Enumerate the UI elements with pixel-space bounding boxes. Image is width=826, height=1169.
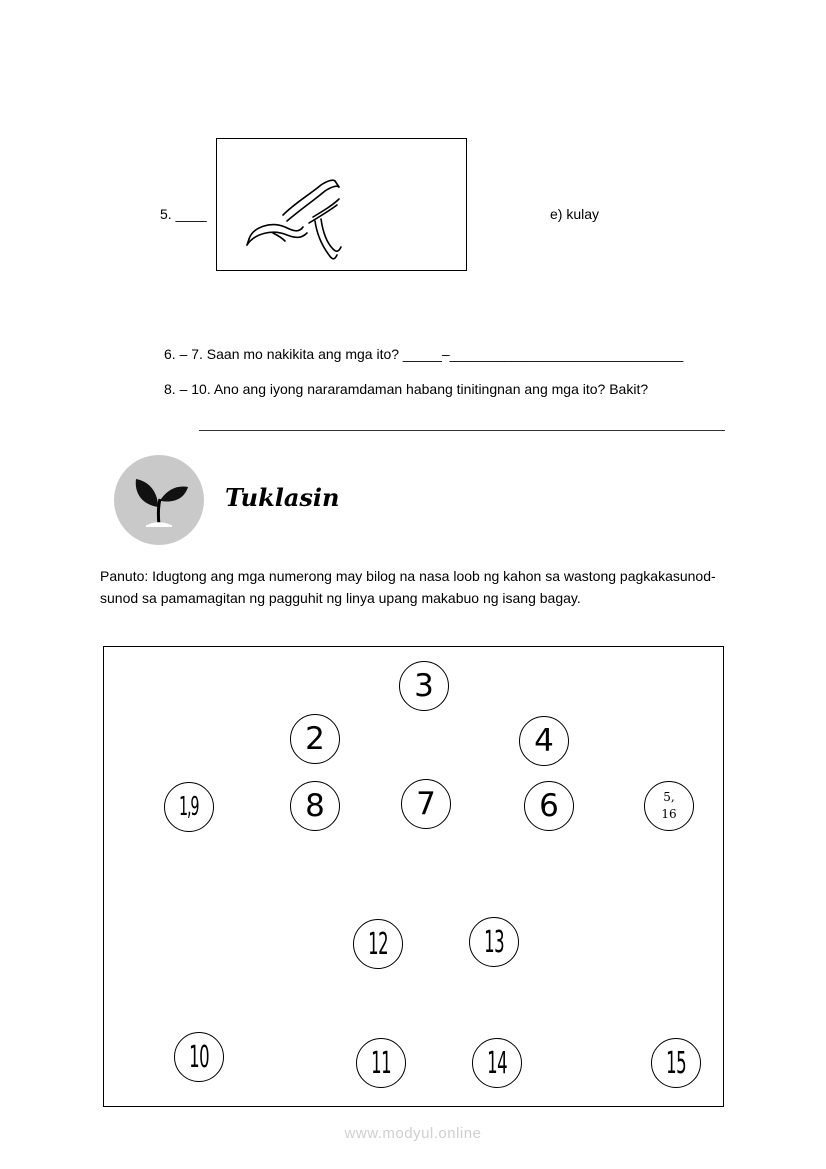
answer-line[interactable] [199,430,725,431]
question-6-7: 6. – 7. Saan mo nakikita ang mga ito? _____–______________________________ [164,346,684,362]
number-dot[interactable]: 6 [524,781,574,831]
number-dot[interactable]: 13 [469,917,519,967]
question-5-label: 5. ____ [160,206,207,222]
ribbon-image-frame [216,138,467,271]
number-dot[interactable]: 14 [472,1038,522,1088]
number-dot[interactable]: 3 [399,661,449,711]
number-dot[interactable]: 15 [651,1038,701,1088]
instructions: Panuto: Idugtong ang mga numerong may bilog na nasa loob ng kahon sa wastong pagkakasunod-sunod sa pamamagitan ng pagguhit ng linya upang makabuo ng isang bagay. [100,568,716,606]
number-dot[interactable]: 1,9 [164,782,214,832]
number-dot[interactable]: 5, 16 [644,781,694,831]
choice-e: e) kulay [550,206,600,222]
number-dot[interactable]: 7 [401,779,451,829]
number-dot[interactable]: 11 [356,1038,406,1088]
seedling-icon [114,455,204,545]
number-dot[interactable]: 10 [174,1032,224,1082]
watermark: www.modyul.online [344,1125,482,1142]
number-dot[interactable]: 2 [290,714,340,764]
number-dot[interactable]: 12 [353,919,403,969]
number-dot[interactable]: 8 [290,781,340,831]
section-title: Tuklasin [225,483,340,512]
question-8-10: 8. – 10. Ano ang iyong nararamdaman habang tinitingnan ang mga ito? Bakit? [164,381,649,397]
ribbon-squiggle-icon [243,175,363,265]
number-dot[interactable]: 4 [519,716,569,766]
